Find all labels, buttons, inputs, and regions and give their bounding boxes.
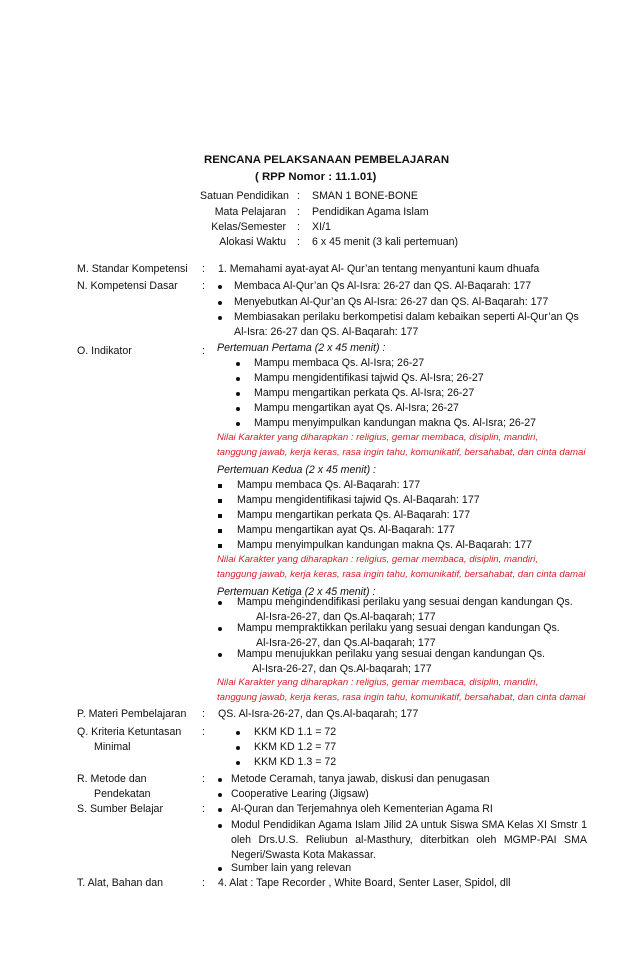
character-values: tanggung jawab, kerja keras, rasa ingin tahu, komunikatif, bersahabat, dan cinta damai (217, 692, 586, 703)
list-item: KKM KD 1.2 = 77 (254, 741, 337, 753)
info-value: SMAN 1 BONE-BONE (312, 190, 418, 202)
section-o-label: O. Indikator (77, 345, 132, 357)
square-bullet-icon (218, 514, 222, 518)
list-item: Mampu mengartikan perkata Qs. Al-Baqarah: 177 (237, 509, 471, 521)
bullet-icon (218, 301, 222, 305)
list-item: KKM KD 1.3 = 72 (254, 756, 337, 768)
section-p-label: P. Materi Pembelajaran (77, 708, 187, 720)
info-sep: : (297, 190, 300, 202)
list-item: Mampu membaca Qs. Al-Baqarah: 177 (237, 479, 421, 491)
section-p-text: QS. Al-Isra-26-27, dan Qs.Al-baqarah; 177 (218, 708, 419, 720)
list-item: Mampu menujukkan perilaku yang sesuai dengan kandungan Qs. (237, 648, 546, 660)
list-item: Membiasakan perilaku berkompetisi dalam kebaikan seperti Al-Qur’an Qs (234, 311, 579, 323)
character-values: Nilai Karakter yang diharapkan : religius, gemar membaca, disiplin, mandiri, (217, 554, 539, 565)
character-values: Nilai Karakter yang diharapkan : religius, gemar membaca, disiplin, mandiri, (217, 677, 539, 688)
info-value: Pendidikan Agama Islam (312, 206, 429, 218)
info-label: Satuan Pendidikan (200, 190, 289, 202)
list-item: Menyebutkan Al-Qur’an Qs Al-Isra: 26-27 dan QS. Al-Baqarah: 177 (234, 296, 549, 308)
info-label: Kelas/Semester (211, 221, 286, 233)
section-t-text: 4. Alat : Tape Recorder , White Board, Senter Laser, Spidol, dll (218, 877, 511, 889)
colon: : (202, 280, 205, 292)
section-m-text: 1. Memahami ayat-ayat Al- Qur’an tentang menyantuni kaum dhuafa (218, 263, 540, 275)
document-title: RENCANA PELAKSANAAN PEMBELAJARAN (204, 154, 450, 166)
info-label: Alokasi Waktu (219, 236, 286, 248)
colon: : (202, 803, 205, 815)
info-sep: : (297, 236, 300, 248)
section-s-label: S. Sumber Belajar (77, 803, 163, 815)
info-sep: : (297, 206, 300, 218)
bullet-icon (218, 793, 222, 797)
bullet-icon (218, 601, 222, 605)
character-values: tanggung jawab, kerja keras, rasa ingin tahu, komunikatif, bersahabat, dan cinta damai (217, 447, 586, 458)
list-item: Mampu mengidentifikasi tajwid Qs. Al-Isra; 26-27 (254, 372, 484, 384)
colon: : (202, 773, 205, 785)
bullet-icon (218, 808, 222, 812)
bullet-icon (236, 362, 240, 366)
bullet-icon (236, 761, 240, 765)
info-sep: : (297, 221, 300, 233)
list-item: Membaca Al-Qur’an Qs Al-Isra: 26-27 dan QS. Al-Baqarah: 177 (234, 280, 532, 292)
list-item-continued: Al-Isra: 26-27 dan QS. Al-Baqarah: 177 (234, 326, 419, 338)
list-item: Mampu mempraktikkan perilaku yang sesuai dengan kandungan Qs. (237, 622, 560, 634)
info-label: Mata Pelajaran (214, 206, 286, 218)
colon: : (202, 263, 205, 275)
section-q-label-continued: Minimal (94, 741, 131, 753)
bullet-icon (218, 627, 222, 631)
section-m-label: M. Standar Kompetensi (77, 263, 188, 275)
meeting-2-heading: Pertemuan Kedua (2 x 45 menit) : (217, 464, 376, 476)
square-bullet-icon (218, 499, 222, 503)
character-values: Nilai Karakter yang diharapkan : religius, gemar membaca, disiplin, mandiri, (217, 432, 539, 443)
list-item-continued: Al-Isra-26-27, dan Qs.Al-baqarah; 177 (252, 663, 432, 675)
list-item: Mampu mengartikan ayat Qs. Al-Baqarah: 177 (237, 524, 455, 536)
list-item: Mampu membaca Qs. Al-Isra; 26-27 (254, 357, 425, 369)
list-item: Mampu mengidentifikasi tajwid Qs. Al-Baqarah: 177 (237, 494, 480, 506)
list-item: Al-Quran dan Terjemahnya oleh Kementerian Agama RI (231, 803, 493, 815)
bullet-icon (236, 746, 240, 750)
character-values: tanggung jawab, kerja keras, rasa ingin tahu, komunikatif, bersahabat, dan cinta damai (217, 569, 586, 580)
colon: : (202, 708, 205, 720)
section-r-label-continued: Pendekatan (94, 788, 151, 800)
list-item: Metode Ceramah, tanya jawab, diskusi dan penugasan (231, 773, 490, 785)
bullet-icon (218, 316, 222, 320)
list-item-continued: Al-Isra-26-27, dan Qs.Al-baqarah; 177 (256, 611, 436, 623)
meeting-1-heading: Pertemuan Pertama (2 x 45 menit) : (217, 342, 386, 354)
colon: : (202, 345, 205, 357)
colon: : (202, 877, 205, 889)
bullet-icon (218, 824, 222, 828)
bullet-icon (236, 407, 240, 411)
list-item: Mampu menyimpulkan kandungan makna Qs. Al-Isra; 26-27 (254, 417, 537, 429)
section-r-label: R. Metode dan (77, 773, 147, 785)
list-item: KKM KD 1.1 = 72 (254, 726, 337, 738)
list-item: Mampu mengindendifikasi perilaku yang sesuai dengan kandungan Qs. (237, 596, 573, 608)
section-n-label: N. Kompetensi Dasar (77, 280, 178, 292)
square-bullet-icon (218, 484, 222, 488)
square-bullet-icon (218, 529, 222, 533)
section-t-label: T. Alat, Bahan dan (77, 877, 163, 889)
list-item: Mampu menyimpulkan kandungan makna Qs. Al-Baqarah: 177 (237, 539, 533, 551)
bullet-icon (218, 778, 222, 782)
bullet-icon (218, 285, 222, 289)
list-item: Sumber lain yang relevan (231, 862, 352, 874)
list-item-continued: Al-Isra-26-27, dan Qs.Al-baqarah; 177 (256, 637, 436, 649)
list-item: Mampu mengartikan ayat Qs. Al-Isra; 26-27 (254, 402, 459, 414)
bullet-icon (236, 731, 240, 735)
list-item: Modul Pendidikan Agama Islam Jilid 2A untuk Siswa SMA Kelas XI Smstr 1 oleh Drs.U.S. Reliubun al-Masthury, diterbitkan oleh MGMP-PAI SMA Negeri/Swasta Kota Makassar. (231, 819, 587, 861)
info-value: XI/1 (312, 221, 331, 233)
list-item: Mampu mengartikan perkata Qs. Al-Isra; 26-27 (254, 387, 475, 399)
info-value: 6 x 45 menit (3 kali pertemuan) (312, 236, 459, 248)
document-subtitle: ( RPP Nomor : 11.1.01) (255, 171, 377, 183)
list-item: Cooperative Learing (Jigsaw) (231, 788, 369, 800)
square-bullet-icon (218, 544, 222, 548)
bullet-icon (236, 392, 240, 396)
bullet-icon (236, 422, 240, 426)
meeting-3-heading: Pertemuan Ketiga (2 x 45 menit) : (217, 586, 376, 598)
colon: : (202, 726, 205, 738)
bullet-icon (236, 377, 240, 381)
bullet-icon (218, 867, 222, 871)
section-q-label: Q. Kriteria Ketuntasan (77, 726, 182, 738)
bullet-icon (218, 653, 222, 657)
